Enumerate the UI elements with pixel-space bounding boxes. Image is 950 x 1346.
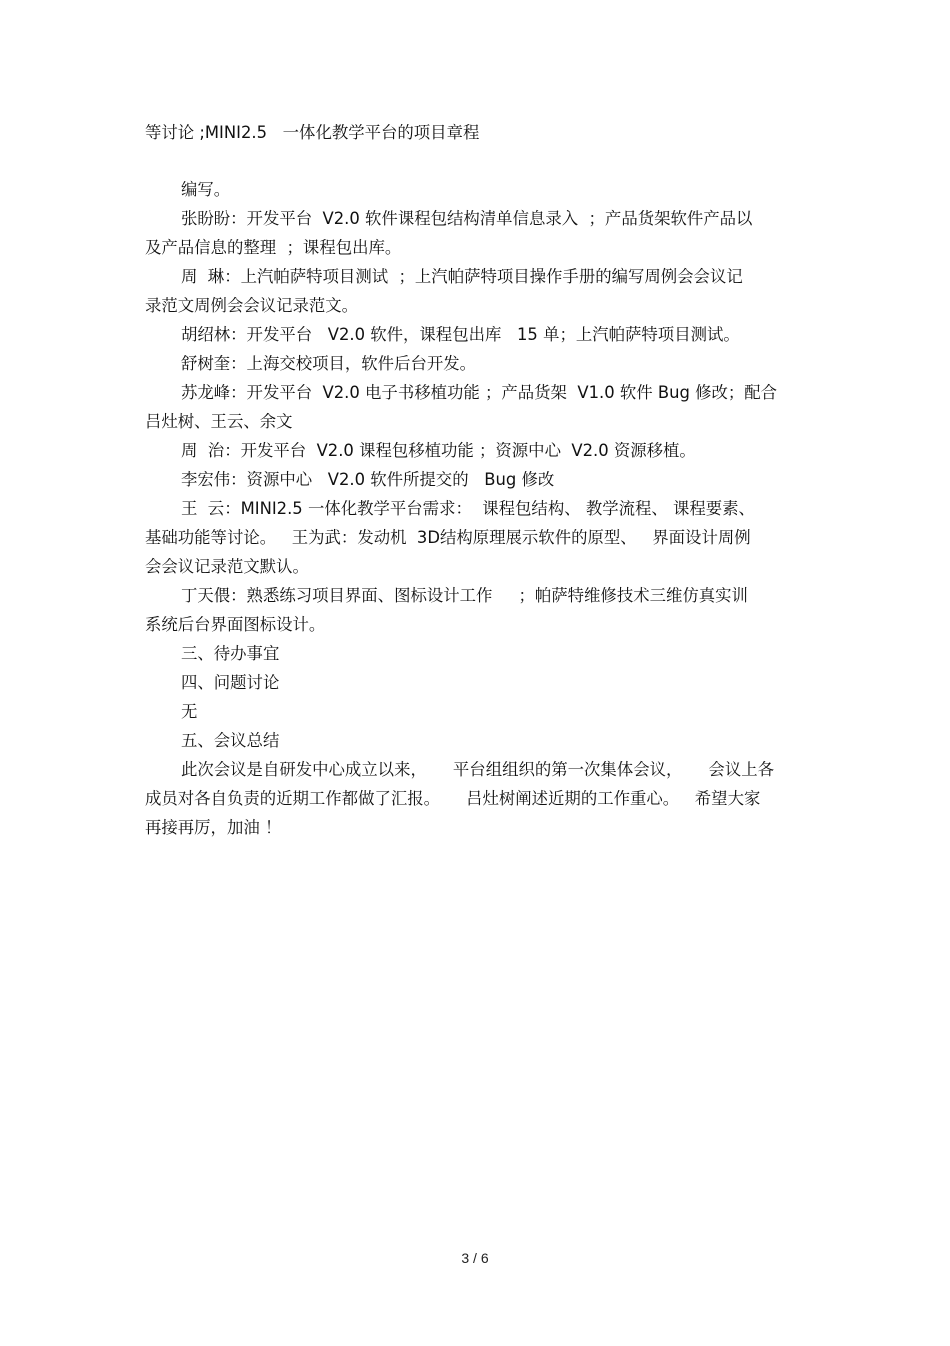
text-line: 舒树奎：上海交校项目，软件后台开发。 (181, 354, 477, 373)
text-line: 再接再厉，加油 ！ (145, 818, 282, 837)
paragraph-gap (145, 147, 810, 175)
text-line: 系统后台界面图标设计。 (145, 615, 326, 634)
text-line: 张盼盼：开发平台 V2.0 软件课程包结构清单信息录入 ；产品货架软件产品以 (181, 209, 753, 228)
text-line: 李宏伟：资源中心 V2.0 软件所提交的 Bug 修改 (181, 470, 555, 489)
text-line: 成员对各自负责的近期工作都做了汇报。 吕灶树阐述近期的工作重心。 希望大家 (145, 789, 761, 808)
section-heading: 三、待办事宜 (181, 644, 280, 663)
text-line: 王 云：MINI2.5 一体化教学平台需求： 课程包结构、 教学流程、 课程要素、 (181, 499, 755, 518)
text-line: 胡绍林：开发平台 V2.0 软件，课程包出库 15 单；上汽帕萨特项目测试。 (181, 325, 740, 344)
text-line: 苏龙峰：开发平台 V2.0 电子书移植功能 ；产品货架 V1.0 软件 Bug 修改；配合 (181, 383, 778, 402)
text-line: 录范文周例会会议记录范文。 (145, 296, 359, 315)
text-line: 无 (181, 702, 198, 721)
text-line: 等讨论 ;MINI2.5 一体化教学平台的项目章程 (145, 123, 480, 142)
text-line: 基础功能等讨论。 王为武：发动机 3D结构原理展示软件的原型、 界面设计周例 (145, 528, 751, 547)
text-line: 此次会议是自研发中心成立以来， 平台组组织的第一次集体会议， 会议上各 (181, 760, 774, 779)
text-line: 周 琳：上汽帕萨特项目测试 ；上汽帕萨特项目操作手册的编写周例会会议记 (181, 267, 743, 286)
text-line: 周 治：开发平台 V2.0 课程包移植功能 ；资源中心 V2.0 资源移植。 (181, 441, 696, 460)
text-line: 及产品信息的整理 ；课程包出库。 (145, 238, 402, 257)
text-line: 丁天偎：熟悉练习项目界面、图标设计工作 ；帕萨特维修技术三维仿真实训 (181, 586, 748, 605)
document-body (145, 118, 810, 842)
page-number: 3 / 6 (461, 1250, 489, 1266)
text-line: 会会议记录范文默认。 (145, 557, 309, 576)
section-heading: 四、问题讨论 (181, 673, 280, 692)
section-heading: 五、会议总结 (181, 731, 280, 750)
text-line: 编写。 (181, 180, 231, 199)
text-line: 吕灶树、王云、余文 (145, 412, 293, 431)
